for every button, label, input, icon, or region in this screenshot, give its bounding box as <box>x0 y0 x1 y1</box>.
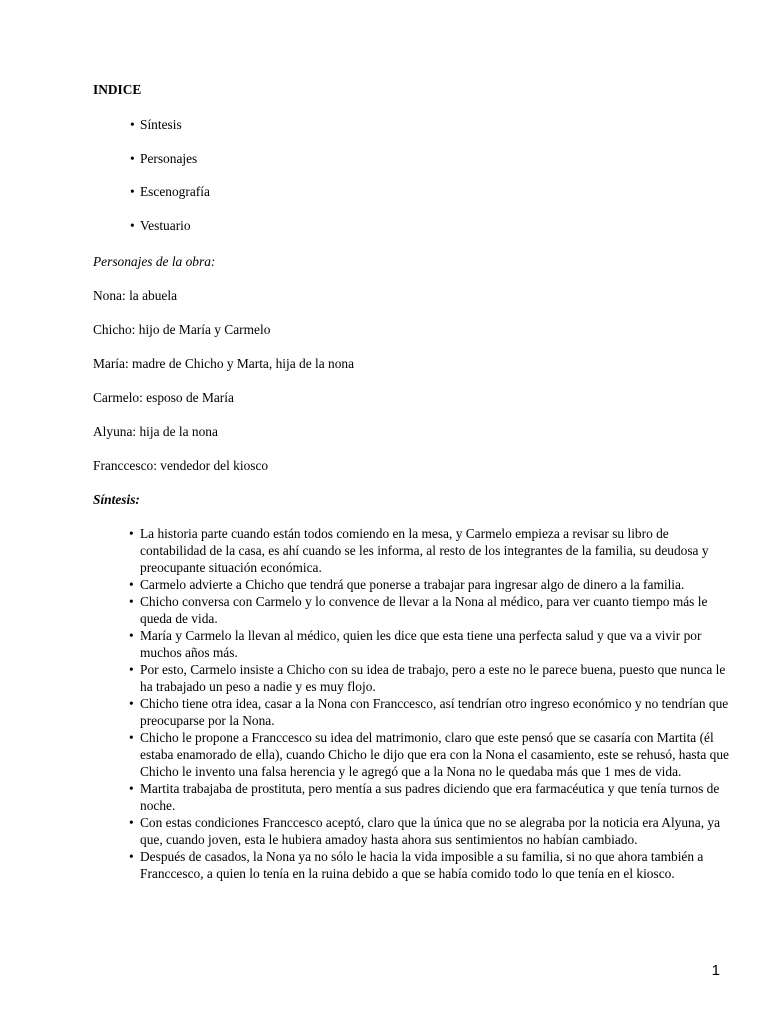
bullet-icon: • <box>130 184 135 199</box>
index-title: INDICE <box>93 82 142 97</box>
character-line: Alyuna: hija de la nona <box>93 424 218 439</box>
bullet-icon: • <box>129 577 134 592</box>
bullet-icon: • <box>129 594 134 609</box>
list-item: • Después de casados, la Nona ya no sólo le hacia la vida imposible a su familia, si no que ahora también a Franccesco, a quien lo tenía en la ruina debido a que se había comido todo lo que tenía en el kiosco. <box>129 849 704 881</box>
index-item-vestuario: • Vestuario <box>130 218 191 233</box>
list-item: • María y Carmelo la llevan al médico, quien les dice que esta tiene una perfecta salud y que va a vivir por muchos años más. <box>129 628 702 660</box>
bullet-icon: • <box>129 815 134 830</box>
bullet-icon: • <box>129 781 134 796</box>
bullet-icon: • <box>129 696 134 711</box>
index-item-personajes: • Personajes <box>130 151 198 166</box>
synthesis-list <box>129 525 729 882</box>
list-item: • Chicho le propone a Franccesco su idea del matrimonio, claro que este pensó que se casaría con Martita (él estaba enamorado de ella), cuando Chicho le dijo que era con la Nona el casamiento, este se rehusó, hasta que Chicho le invento una falsa herencia y le agregó que a la Nona no le quedaba más que 1 mes de vida. <box>129 730 729 779</box>
bullet-icon: • <box>130 151 135 166</box>
list-item: • Chicho tiene otra idea, casar a la Nona con Franccesco, así tendrían otro ingreso económico y no tendrían que preocuparse por la Nona. <box>129 696 729 728</box>
characters-heading: Personajes de la obra: <box>93 254 216 269</box>
bullet-icon: • <box>130 218 135 233</box>
character-line: Nona: la abuela <box>93 288 178 303</box>
index-item-escenografia: • Escenografía <box>130 184 210 199</box>
bullet-icon: • <box>129 526 134 541</box>
synthesis-heading: Síntesis: <box>93 492 140 507</box>
bullet-icon: • <box>129 628 134 643</box>
bullet-icon: • <box>130 117 135 132</box>
list-item: • La historia parte cuando están todos comiendo en la mesa, y Carmelo empieza a revisar su libro de contabilidad de la casa, es ahí cuando se les informa, al resto de los integrantes de la familia, su deudosa y preocupante situación económica. <box>129 526 709 575</box>
page-number: 1 <box>711 962 720 979</box>
list-item: • Chicho conversa con Carmelo y lo convence de llevar a la Nona al médico, para ver cuanto tiempo más le queda de vida. <box>129 594 708 626</box>
bullet-icon: • <box>129 849 134 864</box>
character-line: Chicho: hijo de María y Carmelo <box>93 322 271 337</box>
list-item: • Por esto, Carmelo insiste a Chicho con su idea de trabajo, pero a este no le parece buena, puesto que nunca le ha trabajado un peso a nadie y es muy flojo. <box>129 662 726 694</box>
list-item: • Martita trabajaba de prostituta, pero mentía a sus padres diciendo que era farmacéutica y que tenía turnos de noche. <box>129 781 720 813</box>
bullet-icon: • <box>129 662 134 677</box>
bullet-icon: • <box>129 730 134 745</box>
character-line: Carmelo: esposo de María <box>93 390 234 405</box>
list-item: • Carmelo advierte a Chicho que tendrá que ponerse a trabajar para ingresar algo de dinero a la familia. <box>129 577 685 592</box>
list-item: • Con estas condiciones Franccesco aceptó, claro que la única que no se alegraba por la noticia era Alyuna, ya que, cuando joven, esta le hubiera amadoy hasta ahora sus sentimientos no habían cambiado. <box>129 815 721 847</box>
character-line: María: madre de Chicho y Marta, hija de la nona <box>93 356 355 371</box>
character-line: Franccesco: vendedor del kiosco <box>93 458 269 473</box>
index-item-sintesis: • Síntesis <box>130 117 182 132</box>
